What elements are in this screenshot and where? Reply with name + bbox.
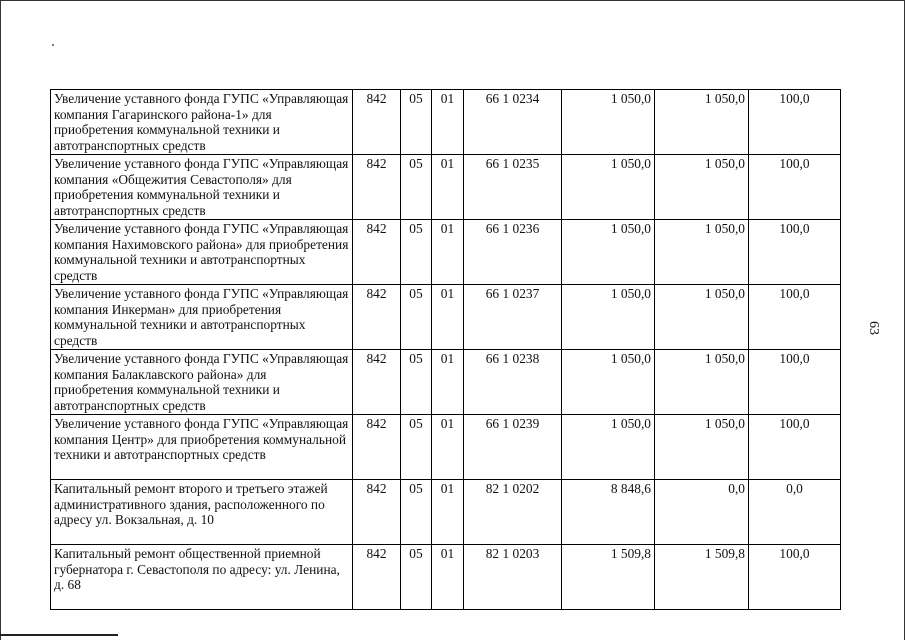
cell-subsection: 01 — [432, 350, 464, 415]
cell-percent: 100,0 — [749, 220, 841, 285]
cell-subsection: 01 — [432, 480, 464, 545]
page-edge-left — [0, 0, 1, 640]
cell-name: Капитальный ремонт общественной приемной губернатора г. Севастополя по адресу: ул. Ленина, д. 68 — [51, 545, 353, 610]
table-row — [51, 350, 841, 415]
page-number: 63 — [866, 321, 881, 335]
cell-percent: 100,0 — [749, 545, 841, 610]
table-row — [51, 545, 841, 610]
cell-target-article: 82 1 0202 — [464, 480, 562, 545]
cell-plan: 1 050,0 — [562, 350, 655, 415]
cell-ministry: 842 — [353, 285, 401, 350]
cell-section: 05 — [401, 285, 432, 350]
cell-name: Капитальный ремонт второго и третьего этажей административного здания, расположенного по адресу ул. Вокзальная, д. 10 — [51, 480, 353, 545]
cell-subsection: 01 — [432, 545, 464, 610]
cell-name: Увеличение уставного фонда ГУПС «Управляющая компания Гагаринского района-1» для приобретения коммунальной техники и автотранспортных средств — [51, 90, 353, 155]
cell-ministry: 842 — [353, 155, 401, 220]
cell-ministry: 842 — [353, 350, 401, 415]
cell-executed: 1 050,0 — [655, 155, 749, 220]
cell-ministry: 842 — [353, 90, 401, 155]
cell-ministry: 842 — [353, 545, 401, 610]
cell-target-article: 66 1 0237 — [464, 285, 562, 350]
table-row — [51, 480, 841, 545]
cell-section: 05 — [401, 350, 432, 415]
cell-section: 05 — [401, 545, 432, 610]
cell-target-article: 66 1 0236 — [464, 220, 562, 285]
cell-section: 05 — [401, 415, 432, 480]
cell-plan: 1 509,8 — [562, 545, 655, 610]
cell-plan: 1 050,0 — [562, 285, 655, 350]
cell-executed: 1 050,0 — [655, 415, 749, 480]
cell-subsection: 01 — [432, 155, 464, 220]
cell-target-article: 82 1 0203 — [464, 545, 562, 610]
cell-subsection: 01 — [432, 220, 464, 285]
cell-percent: 100,0 — [749, 285, 841, 350]
cell-target-article: 66 1 0238 — [464, 350, 562, 415]
cell-ministry: 842 — [353, 415, 401, 480]
page-edge-top — [0, 0, 905, 1]
cell-section: 05 — [401, 220, 432, 285]
cell-ministry: 842 — [353, 480, 401, 545]
cell-percent: 100,0 — [749, 415, 841, 480]
cell-percent: 100,0 — [749, 350, 841, 415]
table-row — [51, 155, 841, 220]
cell-executed: 1 050,0 — [655, 350, 749, 415]
cell-section: 05 — [401, 480, 432, 545]
cell-executed: 1 050,0 — [655, 285, 749, 350]
cell-section: 05 — [401, 155, 432, 220]
cell-executed: 1 050,0 — [655, 220, 749, 285]
cell-name: Увеличение уставного фонда ГУПС «Управляющая компания Нахимовского района» для приобретения коммунальной техники и автотранспортных средств — [51, 220, 353, 285]
scan-speck — [52, 44, 54, 46]
table-row — [51, 285, 841, 350]
cell-name: Увеличение уставного фонда ГУПС «Управляющая компания Инкерман» для приобретения коммунальной техники и автотранспортных средств — [51, 285, 353, 350]
cell-executed: 1 050,0 — [655, 90, 749, 155]
table-row — [51, 90, 841, 155]
budget-table — [50, 89, 841, 610]
cell-subsection: 01 — [432, 415, 464, 480]
cell-executed: 1 509,8 — [655, 545, 749, 610]
cell-plan: 8 848,6 — [562, 480, 655, 545]
cell-target-article: 66 1 0239 — [464, 415, 562, 480]
cell-percent: 0,0 — [749, 480, 841, 545]
cell-section: 05 — [401, 90, 432, 155]
scan-bottom-mark — [0, 634, 118, 636]
table-row — [51, 220, 841, 285]
cell-percent: 100,0 — [749, 90, 841, 155]
cell-plan: 1 050,0 — [562, 90, 655, 155]
cell-percent: 100,0 — [749, 155, 841, 220]
cell-executed: 0,0 — [655, 480, 749, 545]
cell-plan: 1 050,0 — [562, 415, 655, 480]
cell-subsection: 01 — [432, 285, 464, 350]
cell-name: Увеличение уставного фонда ГУПС «Управляющая компания Балаклавского района» для приобретения коммунальной техники и автотранспортных средств — [51, 350, 353, 415]
cell-plan: 1 050,0 — [562, 220, 655, 285]
cell-name: Увеличение уставного фонда ГУПС «Управляющая компания «Общежития Севастополя» для приобретения коммунальной техники и автотранспортных средств — [51, 155, 353, 220]
cell-target-article: 66 1 0235 — [464, 155, 562, 220]
cell-plan: 1 050,0 — [562, 155, 655, 220]
cell-ministry: 842 — [353, 220, 401, 285]
cell-target-article: 66 1 0234 — [464, 90, 562, 155]
cell-subsection: 01 — [432, 90, 464, 155]
cell-name: Увеличение уставного фонда ГУПС «Управляющая компания Центр» для приобретения коммунальной техники и автотранспортных средств — [51, 415, 353, 480]
table-row — [51, 415, 841, 480]
